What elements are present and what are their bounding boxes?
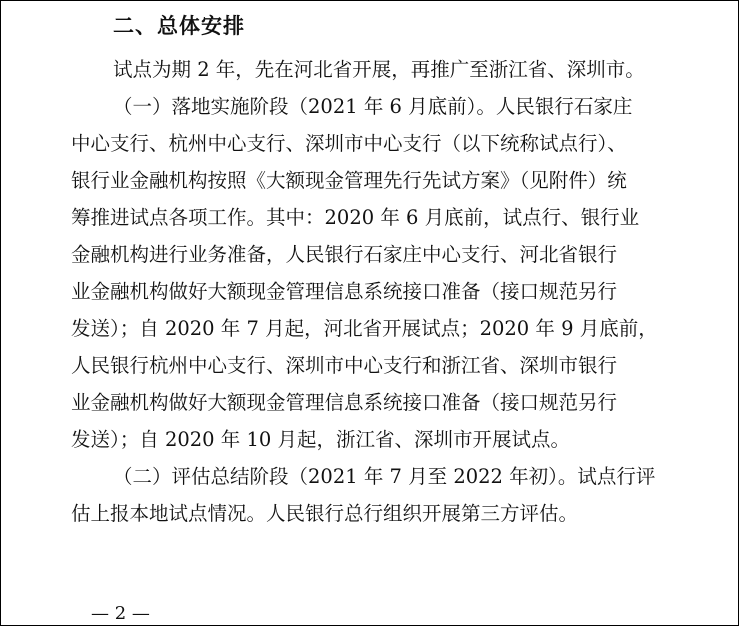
paragraph-line: 银行业金融机构按照《大额现金管理先行先试方案》（见附件）统 <box>71 169 627 192</box>
paragraph-line: （二）评估总结阶段（2021 年 7 月至 2022 年初）。试点行评 <box>113 465 656 488</box>
paragraph-line: 金融机构进行业务准备，人民银行石家庄中心支行、河北省银行 <box>71 243 618 266</box>
paragraph-line: 试点为期 2 年，先在河北省开展，再推广至浙江省、深圳市。 <box>113 58 645 81</box>
paragraph-line: 发送）；自 2020 年 7 月起，河北省开展试点；2020 年 9 月底前， <box>71 317 658 340</box>
paragraph-line: 估上报本地试点情况。人民银行总行组织开展第三方评估。 <box>71 502 579 525</box>
paragraph-line: （一）落地实施阶段（2021 年 6 月底前）。人民银行石家庄 <box>113 95 633 118</box>
section-heading: 二、总体安排 <box>113 14 245 38</box>
paragraph-line: 人民银行杭州中心支行、深圳市中心支行和浙江省、深圳市银行 <box>71 354 618 377</box>
paragraph-line: 业金融机构做好大额现金管理信息系统接口准备（接口规范另行 <box>71 280 618 303</box>
paragraph-line: 发送）；自 2020 年 10 月起，浙江省、深圳市开展试点。 <box>71 428 570 451</box>
paragraph-line: 业金融机构做好大额现金管理信息系统接口准备（接口规范另行 <box>71 391 618 414</box>
page-number: — 2 — <box>91 603 150 624</box>
paragraph-line: 中心支行、杭州中心支行、深圳市中心支行（以下统称试点行）、 <box>71 132 627 155</box>
paragraph-line: 筹推进试点各项工作。其中：2020 年 6 月底前，试点行、银行业 <box>71 206 640 229</box>
